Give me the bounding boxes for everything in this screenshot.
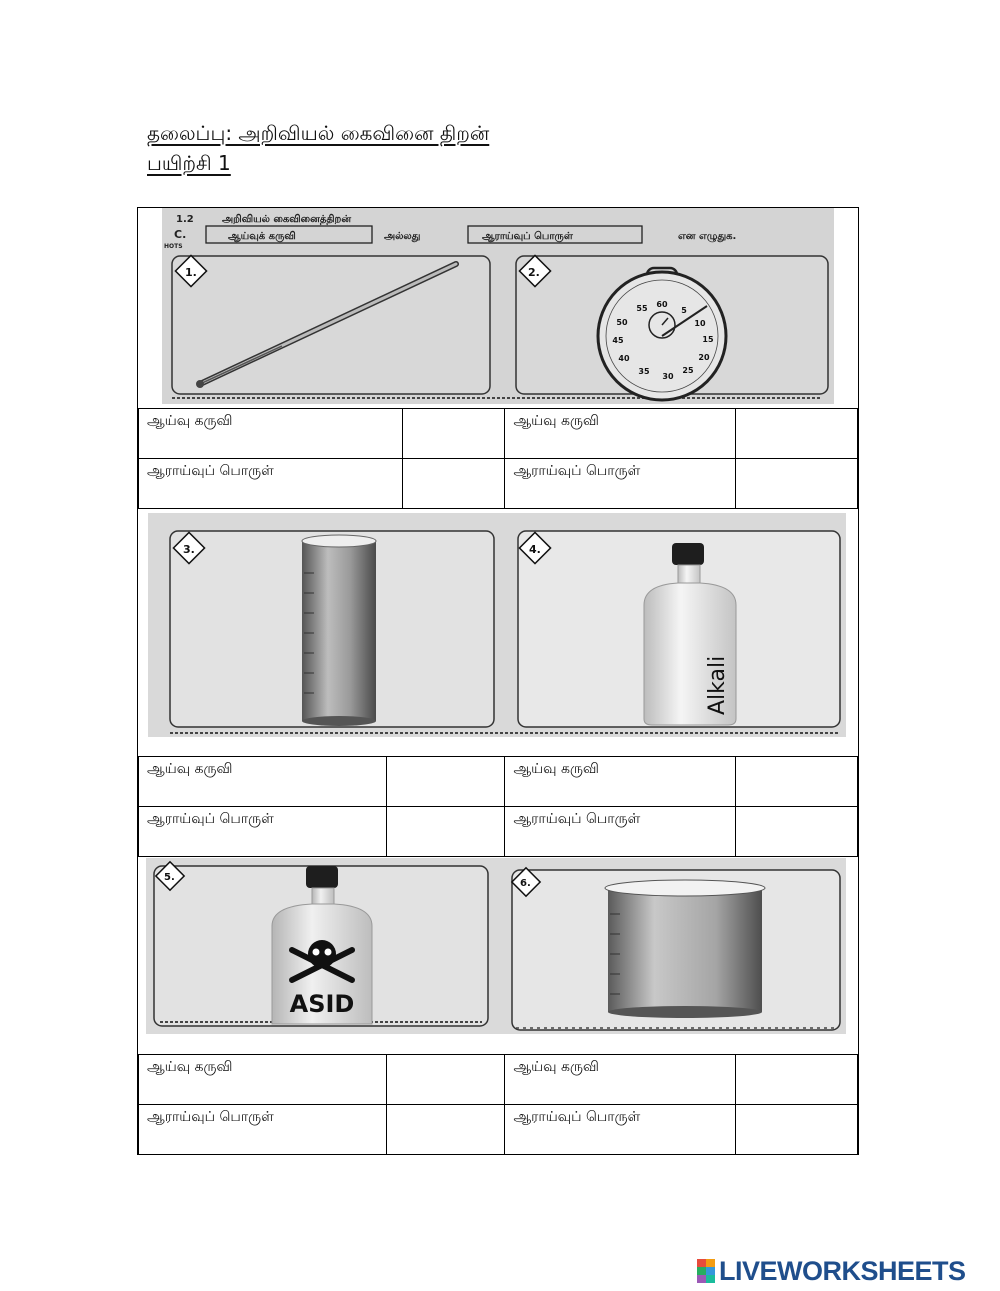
item-number-4: 4. bbox=[529, 543, 541, 556]
measuring-cylinder-icon bbox=[302, 535, 376, 726]
row-label-material: ஆராய்வுப் பொருள் bbox=[139, 807, 387, 857]
dial-label: 45 bbox=[612, 336, 624, 345]
answer-box-4-material[interactable] bbox=[736, 807, 858, 857]
answer-table-2 bbox=[138, 756, 858, 857]
dial-label: 60 bbox=[656, 300, 668, 309]
page-title: தலைப்பு: அறிவியல் கைவினை திறன் bbox=[147, 121, 490, 145]
logo-block bbox=[706, 1275, 715, 1283]
scan-image-3 bbox=[146, 858, 846, 1034]
logo-block bbox=[697, 1267, 706, 1275]
worksheet-table bbox=[137, 207, 859, 1155]
item-number-2: 2. bbox=[528, 266, 540, 279]
dial-label: 50 bbox=[616, 318, 628, 327]
heading-text: அறிவியல் கைவினைத்திறன் bbox=[222, 214, 352, 225]
row-label-tool: ஆய்வு கருவி bbox=[139, 757, 387, 807]
scan-drawing-3 bbox=[146, 858, 846, 1034]
row-label-tool: ஆய்வு கருவி bbox=[139, 409, 403, 459]
table-row bbox=[139, 1055, 858, 1105]
answer-box-4-tool[interactable] bbox=[736, 757, 858, 807]
answer-box-1-material[interactable] bbox=[402, 459, 505, 509]
item-number-1: 1. bbox=[185, 266, 197, 279]
liveworksheets-logo bbox=[697, 1256, 966, 1286]
answer-box-3-material[interactable] bbox=[386, 807, 505, 857]
scan-image-2 bbox=[148, 513, 846, 737]
answer-table-1 bbox=[138, 408, 858, 509]
row-label-tool: ஆய்வு கருவி bbox=[505, 409, 736, 459]
dial-label: 10 bbox=[694, 319, 706, 328]
alkali-label: Alkali bbox=[705, 655, 730, 715]
table-row bbox=[139, 757, 858, 807]
logo-blocks-icon bbox=[697, 1259, 715, 1283]
dial-label: 40 bbox=[618, 354, 630, 363]
option-a: ஆய்வுக் கருவி bbox=[228, 231, 296, 242]
answer-box-3-tool[interactable] bbox=[386, 757, 505, 807]
answer-box-5-tool[interactable] bbox=[386, 1055, 505, 1105]
table-row bbox=[139, 1105, 858, 1155]
logo-block bbox=[697, 1275, 706, 1283]
answer-box-2-material[interactable] bbox=[736, 459, 858, 509]
row-label-material: ஆராய்வுப் பொருள் bbox=[139, 459, 403, 509]
scan-drawing-2 bbox=[148, 513, 846, 737]
answer-box-2-tool[interactable] bbox=[736, 409, 858, 459]
dial-label: 30 bbox=[662, 372, 674, 381]
logo-text: LIVEWORKSHEETS bbox=[719, 1255, 966, 1286]
table-row bbox=[139, 459, 858, 509]
answer-box-5-material[interactable] bbox=[386, 1105, 505, 1155]
item-number-3: 3. bbox=[183, 543, 195, 556]
table-row bbox=[139, 807, 858, 857]
option-b: ஆராய்வுப் பொருள் bbox=[482, 231, 573, 242]
dial-label: 20 bbox=[698, 353, 710, 362]
hots-label: HOTS bbox=[164, 243, 183, 250]
image-band-3 bbox=[138, 858, 858, 1054]
row-label-tool: ஆய்வு கருவி bbox=[139, 1055, 387, 1105]
answer-table-3 bbox=[138, 1054, 858, 1155]
heading-code: 1.2 bbox=[176, 214, 194, 225]
acid-label: ASID bbox=[289, 990, 355, 1018]
heading-section: C. bbox=[174, 228, 187, 241]
dial-label: 55 bbox=[636, 304, 648, 313]
answer-box-1-tool[interactable] bbox=[402, 409, 505, 459]
row-label-material: ஆராய்வுப் பொருள் bbox=[139, 1105, 387, 1155]
dial-label: 15 bbox=[702, 335, 714, 344]
item-number-5: 5. bbox=[164, 872, 175, 883]
image-band-2 bbox=[138, 511, 858, 756]
item-number-6: 6. bbox=[520, 878, 531, 889]
dial-label: 25 bbox=[682, 366, 694, 375]
row-label-material: ஆராய்வுப் பொருள் bbox=[505, 807, 736, 857]
answer-box-6-material[interactable] bbox=[736, 1105, 858, 1155]
dial-label: 35 bbox=[638, 367, 650, 376]
row-label-tool: ஆய்வு கருவி bbox=[505, 1055, 736, 1105]
answer-box-6-tool[interactable] bbox=[736, 1055, 858, 1105]
row-label-tool: ஆய்வு கருவி bbox=[505, 757, 736, 807]
scan-drawing-1 bbox=[162, 208, 834, 404]
dial-label: 5 bbox=[681, 306, 687, 315]
row-label-material: ஆராய்வுப் பொருள் bbox=[505, 459, 736, 509]
row-label-material: ஆராய்வுப் பொருள் bbox=[505, 1105, 736, 1155]
connector-text: அல்லது bbox=[384, 231, 421, 242]
logo-block bbox=[706, 1259, 715, 1267]
logo-block bbox=[697, 1259, 706, 1267]
exercise-subtitle: பயிற்சி 1 bbox=[147, 151, 231, 175]
instruction-text: என எழுதுக. bbox=[678, 231, 737, 242]
image-band-1 bbox=[138, 208, 858, 408]
table-row bbox=[139, 409, 858, 459]
logo-block bbox=[706, 1267, 715, 1275]
scan-image-1 bbox=[162, 208, 834, 404]
beaker-icon bbox=[605, 880, 765, 1018]
